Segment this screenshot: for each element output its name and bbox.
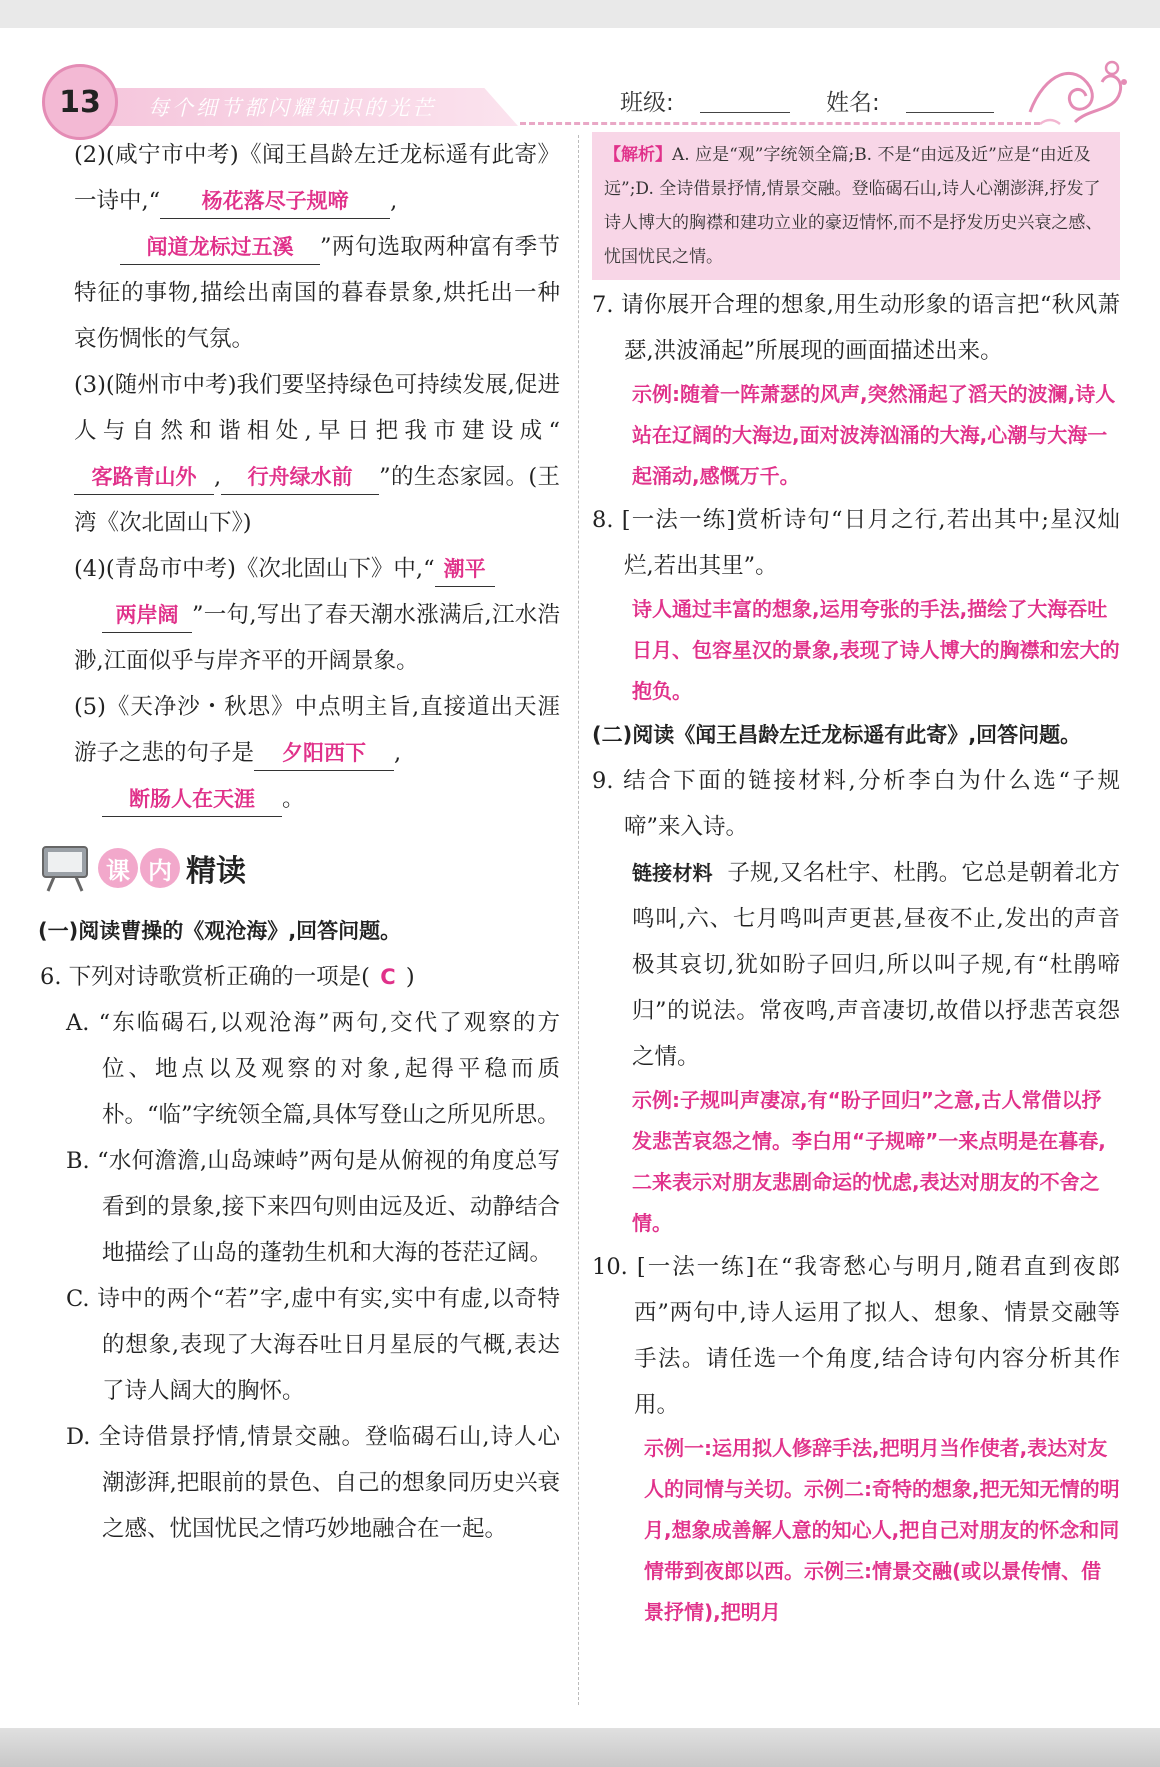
q2-blank-2[interactable]: 闻道龙标过五溪 <box>120 230 320 265</box>
q6-close: ) <box>405 964 415 990</box>
bottom-bar <box>0 1728 1160 1767</box>
section-title: 精读 <box>186 854 246 889</box>
left-column <box>40 132 560 1552</box>
section-bubble-2: 内 <box>140 848 180 888</box>
question-3: (3)(随州市中考)我们要坚持绿色可持续发展,促进人与自然和谐相处,早日把我市建设成“客路青山外 , 行舟绿水前 ”的生态家园。(王湾《次北固山下》) <box>74 372 560 536</box>
question-9: 9. 结合下面的链接材料,分析李白为什么选“子规啼”来入诗。 <box>592 768 1120 840</box>
q5-prefix: (5)《天净沙・秋思》中点明主旨,直接道出天涯游子之悲的句子是 <box>74 694 560 766</box>
q5-blank-1[interactable]: 夕阳西下 <box>254 736 394 771</box>
top-bar <box>0 0 1160 28</box>
q8-answer: 诗人通过丰富的想象,运用夸张的手法,描绘了大海吞吐日月、包容星汉的景象,表现了诗人博大的胸襟和宏大的抱负。 <box>632 597 1120 703</box>
question-10: 10. [一法一练]在“我寄愁心与明月,随君直到夜郎西”两句中,诗人运用了拟人、想象、情景交融等手法。请任选一个角度,结合诗句内容分析其作用。 <box>592 1254 1120 1418</box>
name-label: 姓名: <box>826 90 880 116</box>
blackboard-icon <box>40 843 92 893</box>
question-2: (2)(咸宁市中考)《闻王昌龄左迁龙标遥有此寄》一诗中,“ 杨花落尽子规啼 , 闻道龙标过五溪 ”两句选取两种富有季节特征的事物,描绘出南国的暮春景象,烘托出一种哀伤惆怅的气氛。 <box>74 142 560 352</box>
q5-suffix: 。 <box>282 786 305 812</box>
q6-option-c: C. 诗中的两个“若”字,虚中有实,实中有虚,以奇特的想象,表现了大海吞吐日月星辰的气概,表达了诗人阔大的胸怀。 <box>66 1286 560 1404</box>
q4-suffix: ”一句,写出了春天潮水涨满后,江水浩渺,江面似乎与岸齐平的开阔景象。 <box>74 602 560 674</box>
q3-suffix: ”的生态家园。(王湾《次北固山下》) <box>74 464 560 536</box>
column-divider <box>578 135 579 1705</box>
q4-blank-part1[interactable]: 潮平 <box>435 552 495 587</box>
header-dash-line <box>520 122 1040 125</box>
link-label: 链接材料 <box>632 861 713 885</box>
analysis-tag: 【解析】 <box>604 145 672 165</box>
section-bubble-1: 课 <box>98 848 138 888</box>
part-2-heading: (二)阅读《闻王昌龄左迁龙标遥有此寄》,回答问题。 <box>592 723 1082 747</box>
q10-answer: 示例一:运用拟人修辞手法,把明月当作使者,表达对友人的同情与关切。示例二:奇特的想象,把无知无情的明月,想象成善解人意的知心人,把自己对朋友的怀念和同情带到夜郎以西。示例三:情景交融(或以景传情、借景抒情),把明月 <box>644 1436 1120 1624</box>
q5-blank-2[interactable]: 断肠人在天涯 <box>102 782 282 817</box>
class-field[interactable] <box>700 112 790 113</box>
section-header <box>40 828 560 908</box>
q6-stem: 6. 下列对诗歌赏析正确的一项是( <box>40 964 370 990</box>
q7-answer: 示例:随着一阵萧瑟的风声,突然涌起了滔天的波澜,诗人站在辽阔的大海边,面对波涛汹涌的大海,心潮与大海一起涌动,感慨万千。 <box>632 382 1116 488</box>
right-column <box>592 132 1120 1633</box>
question-6-stem <box>40 954 560 1000</box>
analysis-text: A. 应是“观”字统领全篇;B. 不是“由远及近”应是“由近及远”;D. 全诗借景抒情,情景交融。登临碣石山,诗人心潮澎湃,抒发了诗人博大的胸襟和建功立业的豪迈情怀,而不是抒发历史兴衰之感、忧国忧民之情。 <box>604 145 1103 267</box>
link-text: 子规,又名杜宇、杜鹃。它总是朝着北方鸣叫,六、七月鸣叫声更甚,昼夜不止,发出的声音极其哀切,犹如盼子回归,所以叫子规,有“杜鹃啼归”的说法。常夜鸣,声音凄切,故借以抒悲苦哀怨之情。 <box>632 860 1120 1070</box>
q3-blank-2[interactable]: 行舟绿水前 <box>221 460 379 495</box>
q6-option-b: B. “水何澹澹,山岛竦峙”两句是从俯视的角度总写看到的景象,接下来四句则由远及近、动静结合地描绘了山岛的蓬勃生机和大海的苍茫辽阔。 <box>66 1148 560 1266</box>
q2-blank-1[interactable]: 杨花落尽子规啼 <box>160 184 390 219</box>
question-8: 8. [一法一练]赏析诗句“日月之行,若出其中;星汉灿烂,若出其里”。 <box>592 507 1120 579</box>
question-7: 7. 请你展开合理的想象,用生动形象的语言把“秋风萧瑟,洪波涌起”所展现的画面描述出来。 <box>592 292 1120 364</box>
page-number: 13 <box>42 64 118 140</box>
name-field[interactable] <box>906 112 994 113</box>
floral-ornament-icon <box>1020 52 1130 132</box>
q2-suffix: ”两句选取两种富有季节特征的事物,描绘出南国的暮春景象,烘托出一种哀伤惆怅的气氛。 <box>74 234 560 352</box>
q6-answer[interactable]: C <box>380 965 396 989</box>
q6-option-a: A. “东临碣石,以观沧海”两句,交代了观察的方位、地点以及观察的对象,起得平稳而质朴。“临”字统领全篇,具体写登山之所见所思。 <box>66 1010 560 1128</box>
q4-blank-part2[interactable]: 两岸阔 <box>102 598 192 633</box>
q3-prefix: (3)(随州市中考)我们要坚持绿色可持续发展,促进人与自然和谐相处,早日把我市建设成“ <box>74 372 560 444</box>
q3-blank-1[interactable]: 客路青山外 <box>74 460 214 495</box>
slogan: 每个细节都闪耀知识的光芒 <box>148 96 436 120</box>
class-label: 班级: <box>620 90 674 116</box>
q4-prefix: (4)(青岛市中考)《次北固山下》中,“ <box>74 556 435 582</box>
q9-answer: 示例:子规叫声凄凉,有“盼子回归”之意,古人常借以抒发悲苦哀怨之情。李白用“子规啼”一来点明是在暮春,二来表示对朋友悲剧命运的忧虑,表达对朋友的不舍之情。 <box>632 1088 1106 1235</box>
part-1-heading: (一)阅读曹操的《观沧海》,回答问题。 <box>38 919 402 943</box>
question-4 <box>40 546 560 684</box>
q6-option-d: D. 全诗借景抒情,情景交融。登临碣石山,诗人心潮澎湃,把眼前的景色、自己的想象同历史兴衰之感、忧国忧民之情巧妙地融合在一起。 <box>66 1424 560 1542</box>
q2-prefix: (2)(咸宁市中考)《闻王昌龄左迁龙标遥有此寄》一诗中,“ <box>74 142 560 214</box>
question-5: (5)《天净沙・秋思》中点明主旨,直接道出天涯游子之悲的句子是 夕阳西下 , 断肠人在天涯 。 <box>40 684 560 822</box>
link-material <box>592 850 1120 1080</box>
analysis-box <box>592 132 1120 280</box>
